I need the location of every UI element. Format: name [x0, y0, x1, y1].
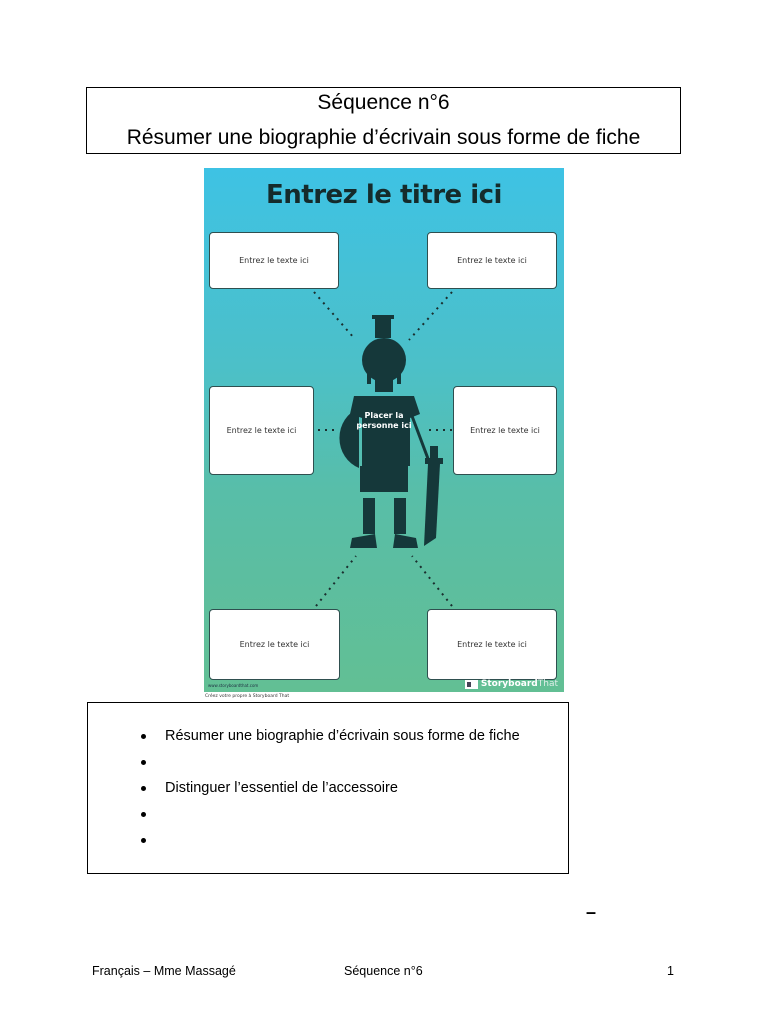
bullet-icon [141, 786, 146, 791]
storyboard-logo-icon [465, 680, 478, 689]
storyboard-site-url: www.storyboardthat.com [208, 683, 259, 688]
skirt [360, 466, 408, 492]
storyboard-poster [204, 168, 564, 692]
connector-top-right [409, 292, 452, 340]
text-box-top-left[interactable]: Entrez le texte ici [209, 232, 339, 289]
objectives-box [87, 702, 569, 874]
left-leg [363, 498, 375, 534]
connector-bottom-right [412, 556, 452, 606]
torso [350, 396, 420, 466]
right-leg [394, 498, 406, 534]
person-placeholder-label[interactable]: Placer la personne ici [356, 411, 412, 430]
footer-center: Séquence n°6 [344, 964, 423, 978]
bullet-icon [141, 838, 146, 843]
page-number: 1 [667, 964, 674, 978]
helmet-crest [375, 316, 391, 338]
text-box-top-right[interactable]: Entrez le texte ici [427, 232, 557, 289]
footer-left: Français – Mme Massagé [92, 964, 236, 978]
list-item: Résumer une biographie d’écrivain sous forme de fiche [138, 726, 520, 752]
text-box-bottom-left[interactable]: Entrez le texte ici [209, 609, 340, 680]
poster-title[interactable]: Entrez le titre ici [266, 180, 502, 210]
text-box-middle-right[interactable]: Entrez le texte ici [453, 386, 557, 475]
left-boot [350, 534, 377, 548]
arm [412, 416, 430, 464]
list-item [138, 804, 520, 830]
brand-name-light: That [537, 679, 558, 689]
poster-credit: Créez votre propre à Storyboard That [205, 694, 290, 699]
list-item [138, 830, 520, 856]
sequence-title-box [86, 87, 681, 154]
bullet-icon [141, 734, 146, 739]
sequence-number: Séquence n°6 [317, 91, 450, 114]
bullet-icon [141, 812, 146, 817]
stray-dash-mark: – [586, 902, 597, 922]
list-item: Distinguer l’essentiel de l’accessoire [138, 778, 520, 804]
storyboard-brand [465, 679, 558, 689]
brand-name-bold: Storyboard [480, 679, 538, 689]
objectives-list [138, 726, 520, 856]
right-boot [393, 534, 418, 548]
connector-bottom-left [316, 556, 356, 606]
text-box-bottom-right[interactable]: Entrez le texte ici [427, 609, 557, 680]
sword-guard [425, 458, 443, 464]
list-item [138, 752, 520, 778]
warrior-silhouette [339, 315, 443, 548]
sequence-subtitle: Résumer une biographie d’écrivain sous forme de fiche [126, 126, 641, 149]
connector-top-left [314, 292, 354, 338]
sword-blade [424, 464, 440, 546]
bullet-icon [141, 760, 146, 765]
sword-hilt [430, 446, 438, 458]
text-box-middle-left[interactable]: Entrez le texte ici [209, 386, 314, 475]
